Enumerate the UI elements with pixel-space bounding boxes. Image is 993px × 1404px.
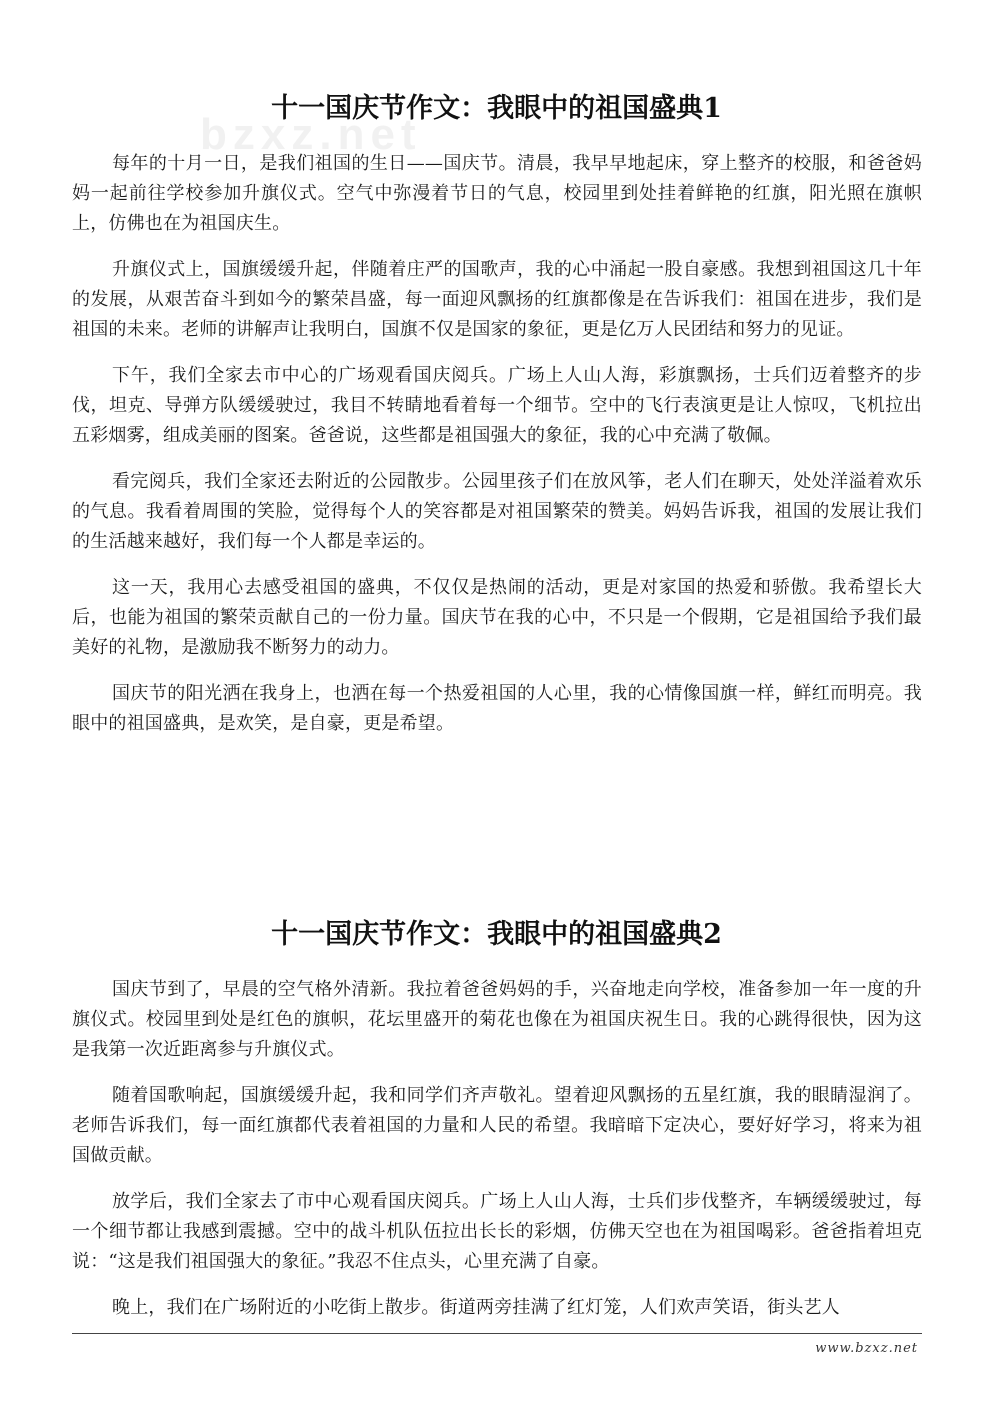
essay-1-paragraph: 这一天，我用心去感受祖国的盛典，不仅仅是热闹的活动，更是对家国的热爱和骄傲。我希望长大后，也能为祖国的繁荣贡献自己的一份力量。国庆节在我的心中，不只是一个假期，它是祖国给予我们最美好的礼物，是激励我不断努力的动力。: [72, 577, 922, 658]
essay-1-paragraph: 国庆节的阳光洒在我身上，也洒在每一个热爱祖国的人心里，我的心情像国旗一样，鲜红而明亮。我眼中的祖国盛典，是欢笑，是自豪，更是希望。: [72, 683, 922, 734]
watermark: bzxz.net: [200, 110, 422, 159]
essay-1-paragraph: 每年的十月一日，是我们祖国的生日——国庆节。清晨，我早早地起床，穿上整齐的校服，和爸爸妈妈一起前往学校参加升旗仪式。空气中弥漫着节日的气息，校园里到处挂着鲜艳的红旗，阳光照在旗帜上，仿佛也在为祖国庆生。: [72, 153, 922, 234]
footer-site-url: www.bzxz.net: [815, 1341, 918, 1356]
essay-1-title: 十一国庆节作文：我眼中的祖国盛典1: [271, 93, 722, 124]
essay-2-title: 十一国庆节作文：我眼中的祖国盛典2: [271, 919, 722, 950]
essay-2-body: [72, 975, 922, 1339]
footer-divider: [72, 1333, 922, 1334]
essay-1-paragraph: 升旗仪式上，国旗缓缓升起，伴随着庄严的国歌声，我的心中涌起一股自豪感。我想到祖国这几十年的发展，从艰苦奋斗到如今的繁荣昌盛，每一面迎风飘扬的红旗都像是在告诉我们：祖国在进步，我们是祖国的未来。老师的讲解声让我明白，国旗不仅是国家的象征，更是亿万人民团结和努力的见证。: [72, 259, 922, 340]
essay-1-paragraph: 看完阅兵，我们全家还去附近的公园散步。公园里孩子们在放风筝，老人们在聊天，处处洋溢着欢乐的气息。我看着周围的笑脸，觉得每个人的笑容都是对祖国繁荣的赞美。妈妈告诉我，祖国的发展让我们的生活越来越好，我们每一个人都是幸运的。: [72, 471, 922, 552]
essay-2-paragraph: 随着国歌响起，国旗缓缓升起，我和同学们齐声敬礼。望着迎风飘扬的五星红旗，我的眼睛湿润了。老师告诉我们，每一面红旗都代表着祖国的力量和人民的希望。我暗暗下定决心，要好好学习，将来为祖国做贡献。: [72, 1085, 922, 1166]
essay-2-paragraph: 国庆节到了，早晨的空气格外清新。我拉着爸爸妈妈的手，兴奋地走向学校，准备参加一年一度的升旗仪式。校园里到处是红色的旗帜，花坛里盛开的菊花也像在为祖国庆祝生日。我的心跳得很快，因为这是我第一次近距离参与升旗仪式。: [72, 979, 922, 1060]
essay-1-body: [72, 149, 922, 755]
essay-1-paragraph: 下午，我们全家去市中心的广场观看国庆阅兵。广场上人山人海，彩旗飘扬，士兵们迈着整齐的步伐，坦克、导弹方队缓缓驶过，我目不转睛地看着每一个细节。空中的飞行表演更是让人惊叹，飞机拉出五彩烟雾，组成美丽的图案。爸爸说，这些都是祖国强大的象征，我的心中充满了敬佩。: [72, 365, 922, 446]
essay-2-paragraph: 晚上，我们在广场附近的小吃街上散步。街道两旁挂满了红灯笼，人们欢声笑语，街头艺人: [112, 1297, 840, 1318]
essay-2-paragraph: 放学后，我们全家去了市中心观看国庆阅兵。广场上人山人海，士兵们步伐整齐，车辆缓缓驶过，每一个细节都让我感到震撼。空中的战斗机队伍拉出长长的彩烟，仿佛天空也在为祖国喝彩。爸爸指着坦克说：“这是我们祖国强大的象征。”我忍不住点头，心里充满了自豪。: [72, 1191, 922, 1272]
